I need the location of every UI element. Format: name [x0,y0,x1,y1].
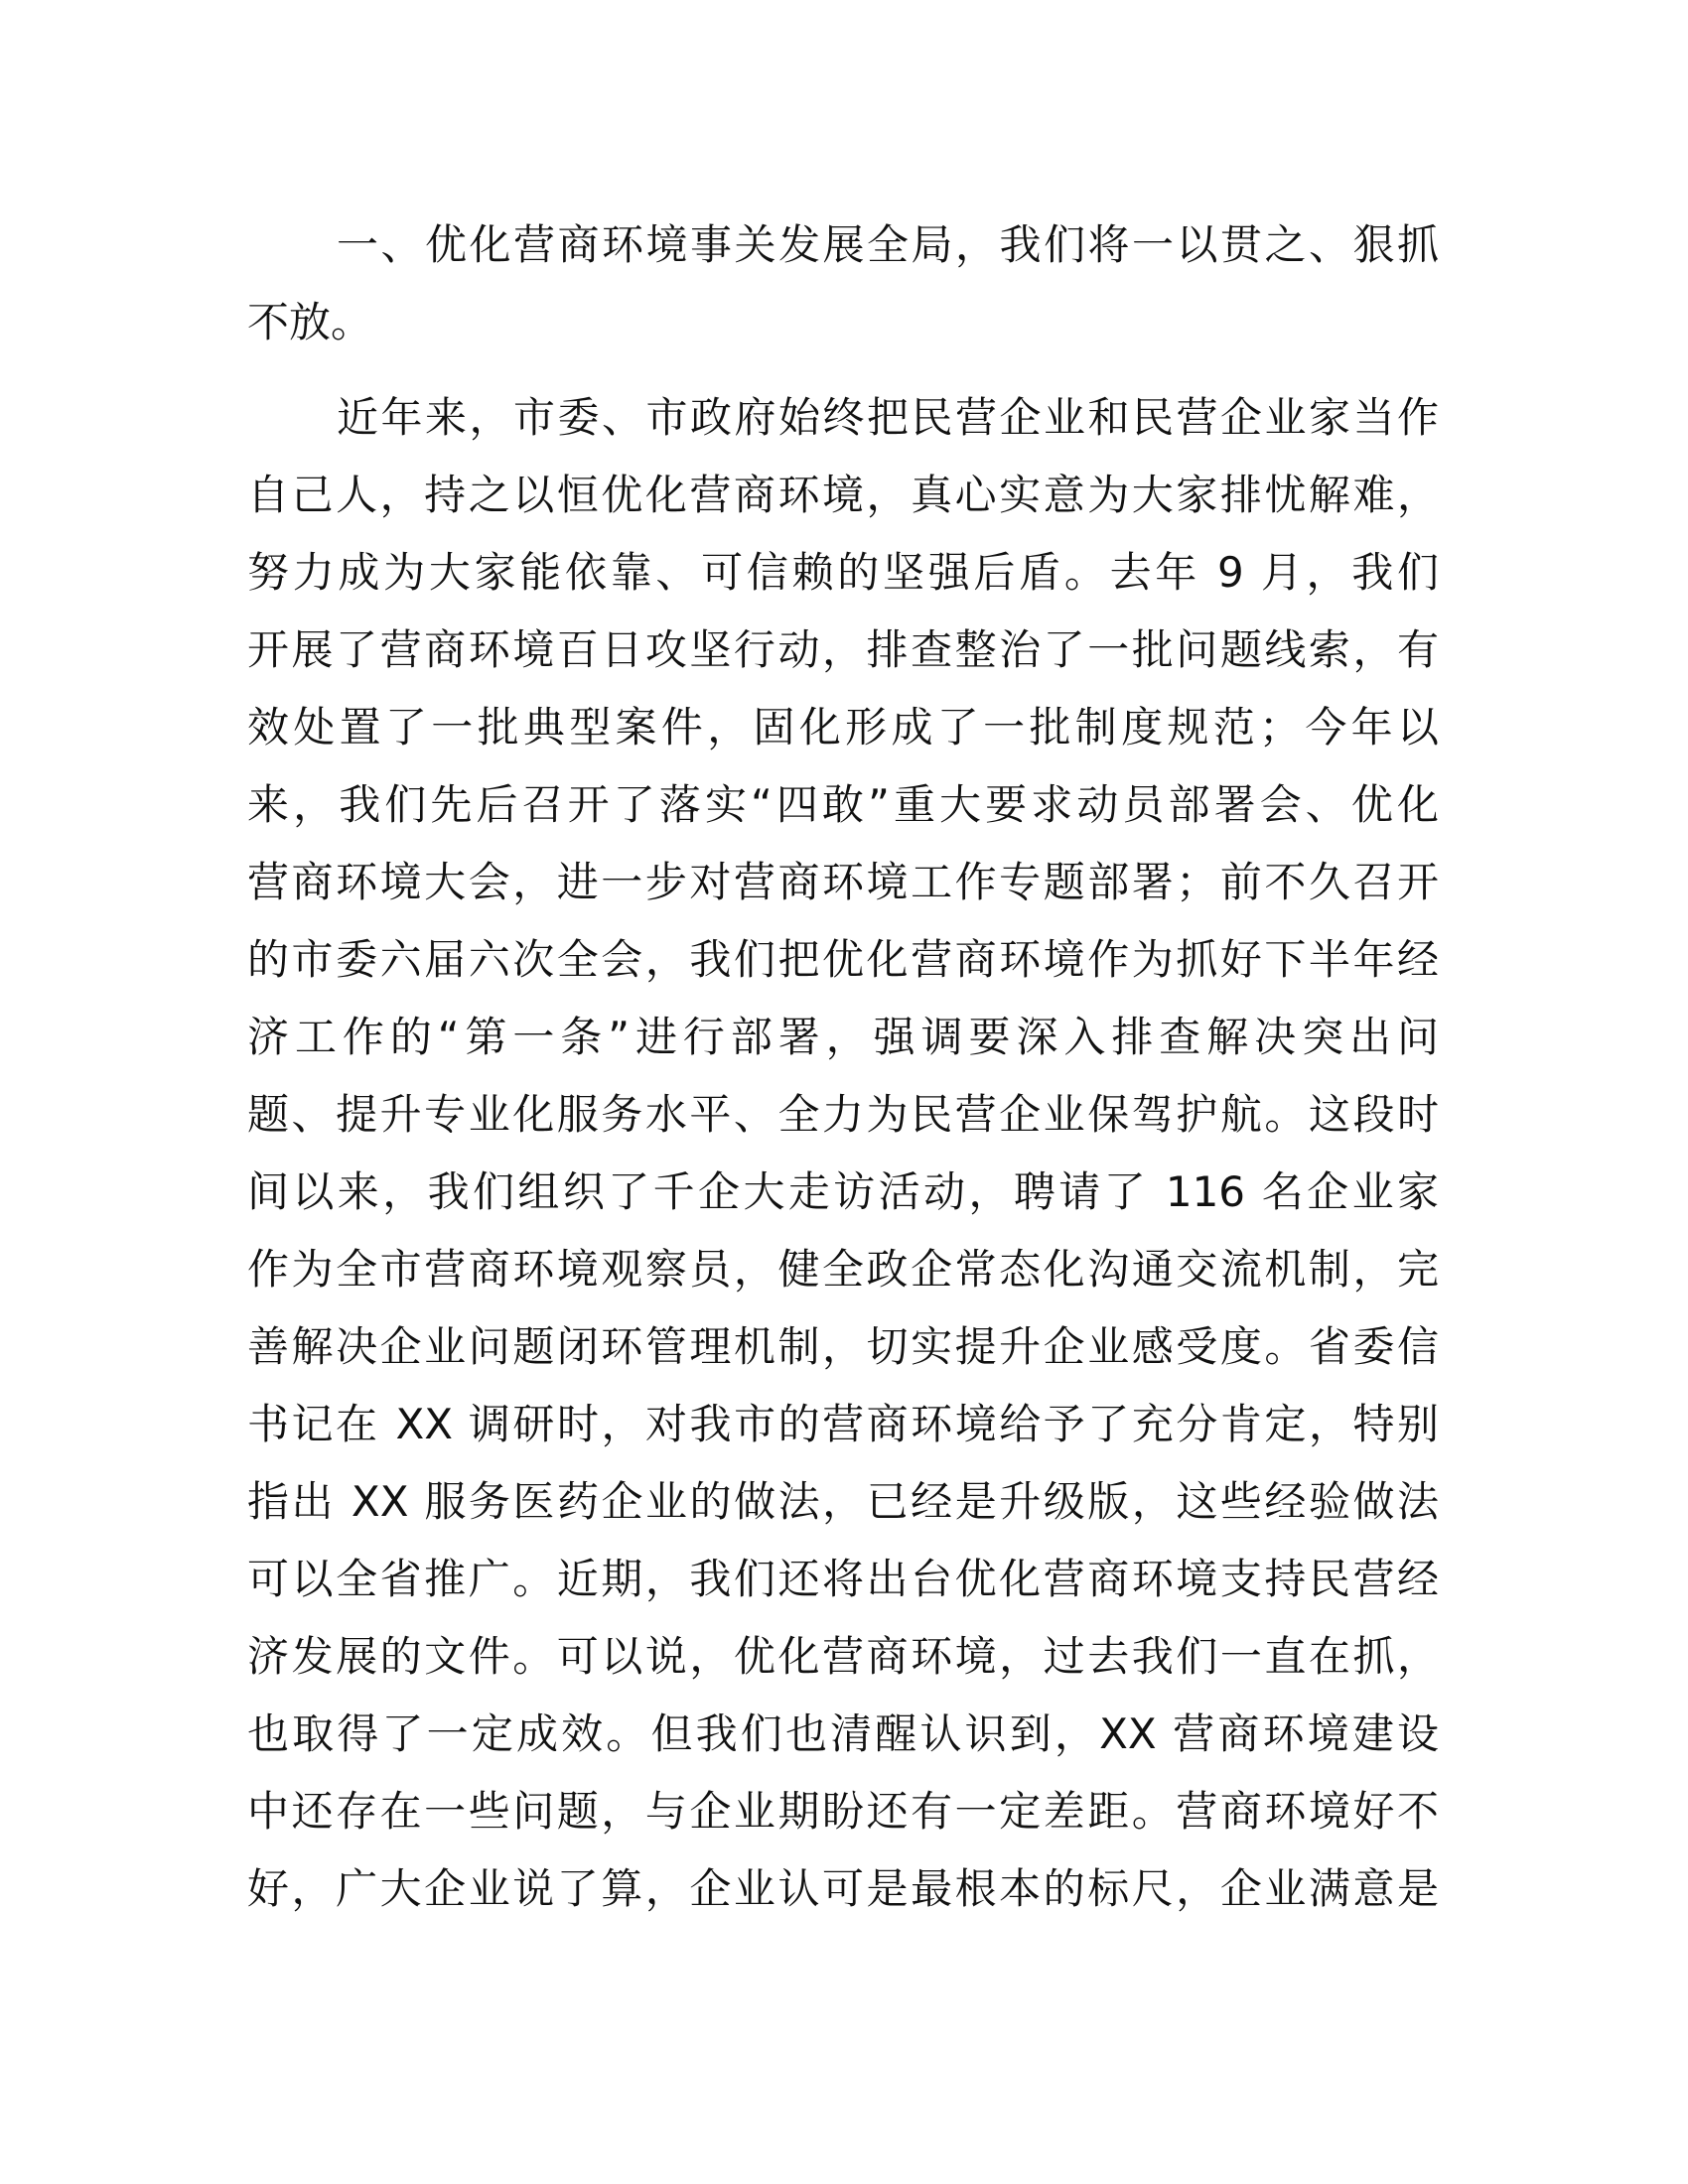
paragraph-gap [247,361,1439,379]
body-line: 间以来，我们组织了千企大走访活动，聘请了 116 名企业家 [247,1167,1439,1216]
body-line: 指出 XX 服务医药企业的做法，已经是升级版，这些经验做法 [247,1477,1439,1526]
body-line: 营商环境大会，进一步对营商环境工作专题部署；前不久召开 [247,858,1439,906]
body-line: 作为全市营商环境观察员，健全政企常态化沟通交流机制，完 [247,1245,1439,1294]
body-line: 书记在 XX 调研时，对我市的营商环境给予了充分肯定，特别 [247,1400,1439,1448]
body-line: 题、提升专业化服务水平、全力为民营企业保驾护航。这段时 [247,1090,1439,1139]
body-line: 效处置了一批典型案件，固化形成了一批制度规范；今年以 [247,703,1439,751]
body-line: 中还存在一些问题，与企业期盼还有一定差距。营商环境好不 [247,1787,1439,1836]
body-line: 近年来，市委、市政府始终把民营企业和民营企业家当作 [337,393,1439,442]
heading-line: 不放。 [247,298,373,346]
body-line: 的市委六届六次全会，我们把优化营商环境作为抓好下半年经 [247,935,1439,984]
body-line: 善解决企业问题闭环管理机制，切实提升企业感受度。省委信 [247,1322,1439,1371]
body-line: 也取得了一定成效。但我们也清醒认识到，XX 营商环境建设 [247,1709,1439,1758]
body-line: 好，广大企业说了算，企业认可是最根本的标尺，企业满意是 [247,1864,1439,1913]
body-line: 自己人，持之以恒优化营商环境，真心实意为大家排忧解难， [247,471,1439,519]
body-line: 来，我们先后召开了落实“四敢”重大要求动员部署会、优化 [247,780,1439,829]
body-line: 努力成为大家能依靠、可信赖的坚强后盾。去年 9 月，我们 [247,548,1439,597]
body-line: 济发展的文件。可以说，优化营商环境，过去我们一直在抓， [247,1632,1439,1681]
body-line: 可以全省推广。近期，我们还将出台优化营商环境支持民营经 [247,1555,1439,1603]
body-line: 济工作的“第一条”进行部署，强调要深入排查解决突出问 [247,1013,1439,1061]
heading-line: 一、优化营商环境事关发展全局，我们将一以贯之、狠抓 [337,220,1439,269]
document-text [247,206,1439,1928]
body-line: 开展了营商环境百日攻坚行动，排查整治了一批问题线索，有 [247,625,1439,674]
